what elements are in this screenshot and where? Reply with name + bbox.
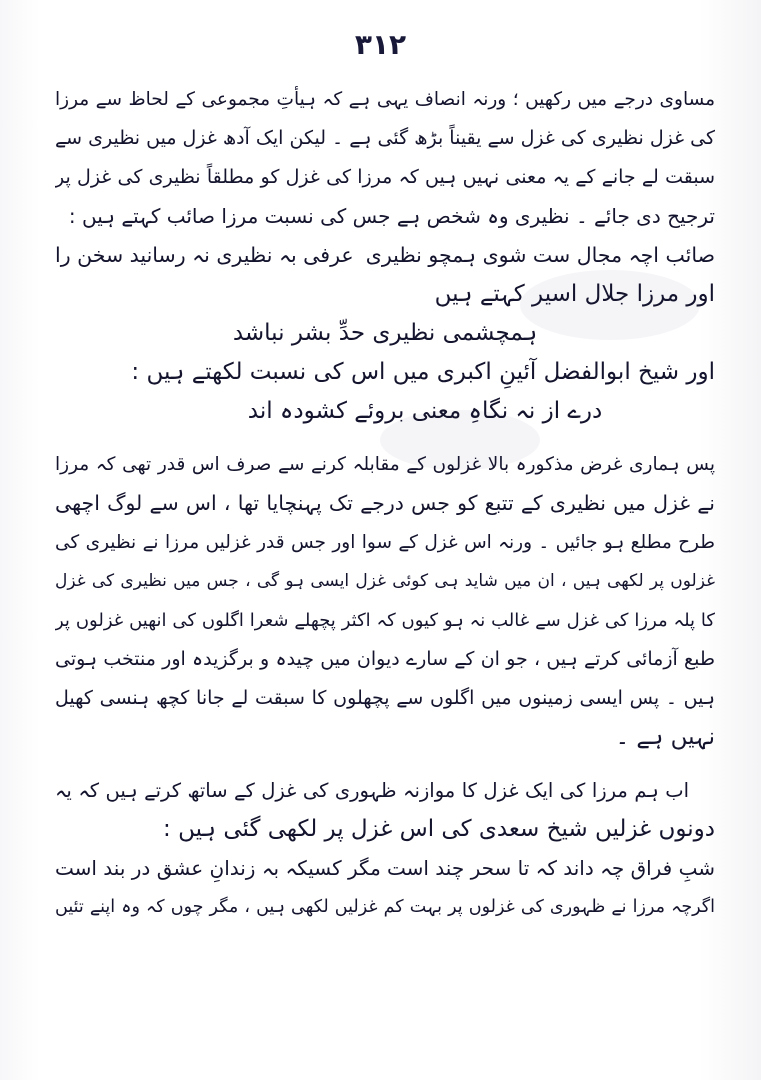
text-line: پس ہماری غرض مذکورہ بالا غزلوں کے مقابلہ کرنے سے صرف اس قدر تھی کہ مرزا: [55, 454, 715, 475]
page-number: ۳۱۲: [354, 28, 407, 61]
paragraph-gap: [55, 757, 715, 771]
couplet-saib: [55, 236, 715, 275]
verse-asir: [55, 314, 715, 353]
page-body: [55, 80, 715, 927]
text-line: کا پلہ مرزا کی غزل سے غالب نہ ہو کیوں کہ اکثر پچھلے شعرا اگلوں کی انھیں غزلوں پر: [55, 610, 715, 631]
hemistich-second: عرفی بہ نظیری نہ رسانید سخن را: [55, 243, 354, 267]
verse-abulfazl: [55, 392, 715, 431]
text-line: ہیں ۔ پس ایسی زمینوں میں اگلوں سے پچھلوں کا سبقت لے جانا کچھ ہنسی کھیل: [55, 687, 715, 709]
text-line: دونوں غزلیں شیخ سعدی کی اس غزل پر لکھی گئی ہیں :: [163, 816, 715, 842]
text-line: غزلوں پر لکھی ہیں ، ان میں شاید ہی کوئی غزل ایسی ہو گی ، جس میں نظیری کی غزل: [55, 571, 715, 591]
hemistich: درے از نہ نگاہِ معنی بروئے کشودہ اند: [247, 398, 603, 424]
text-line: سبقت لے جانے کے یہ معنی نہیں ہیں کہ مرزا کی غزل کو مطلقاً نظیری کی غزل پر: [55, 166, 715, 188]
couplet-saadi: [55, 849, 715, 888]
hemistich-first: صائب اچہ مجال ست شوی ہمچو نظیری: [365, 243, 715, 267]
text-line: نے غزل میں نظیری کے تتبع کو جس درجے تک پہنچایا تھا ، اس سے لوگ اچھی: [55, 491, 715, 515]
paragraph-gap: [55, 431, 715, 445]
text-line: کی غزل نظیری کی غزل سے یقیناً بڑھ گئی ہے ۔ لیکن ایک آدھ غزل میں نظیری سے: [55, 127, 715, 149]
hemistich: ہمچشمی نظیری حدِّ بشر نباشد: [232, 320, 538, 346]
text-line: طرح مطلع ہو جائیں ۔ ورنہ اس غزل کے سوا اور جس قدر غزلیں مرزا نے نظیری کی: [55, 532, 715, 553]
text-line: نہیں ہے ۔: [615, 724, 715, 750]
text-line: اب ہم مرزا کی ایک غزل کا موازنہ ظہوری کی غزل کے ساتھ کرتے ہیں کہ یہ: [55, 779, 689, 802]
text-line: اور شیخ ابوالفضل آئینِ اکبری میں اس کی نسبت لکھتے ہیں :: [131, 359, 715, 385]
text-line: طبع آزمائی کرتے ہیں ، جو ان کے سارے دیوان میں چیدہ و برگزیدہ اور منتخب ہوتی: [55, 648, 715, 670]
text-line: ترجیح دی جائے ۔ نظیری وہ شخص ہے جس کی نسبت مرزا صائب کہتے ہیں :: [68, 204, 715, 228]
hemistich-first: شبِ فراق چہ داند کہ تا سحر چند است: [387, 856, 715, 880]
text-line: مساوی درجے میں رکھیں ؛ ورنہ انصاف یہی ہے کہ ہیأتِ مجموعی کے لحاظ سے مرزا: [55, 89, 715, 110]
text-line: اور مرزا جلال اسیر کہتے ہیں: [434, 281, 715, 307]
hemistich-second: مگر کسیکہ بہ زندانِ عشق در بند است: [55, 856, 381, 880]
text-line: اگرچہ مرزا نے ظہوری کی غزلوں پر بہت کم غزلیں لکھی ہیں ، مگر چوں کہ وہ اپنے تئیں: [55, 897, 715, 917]
